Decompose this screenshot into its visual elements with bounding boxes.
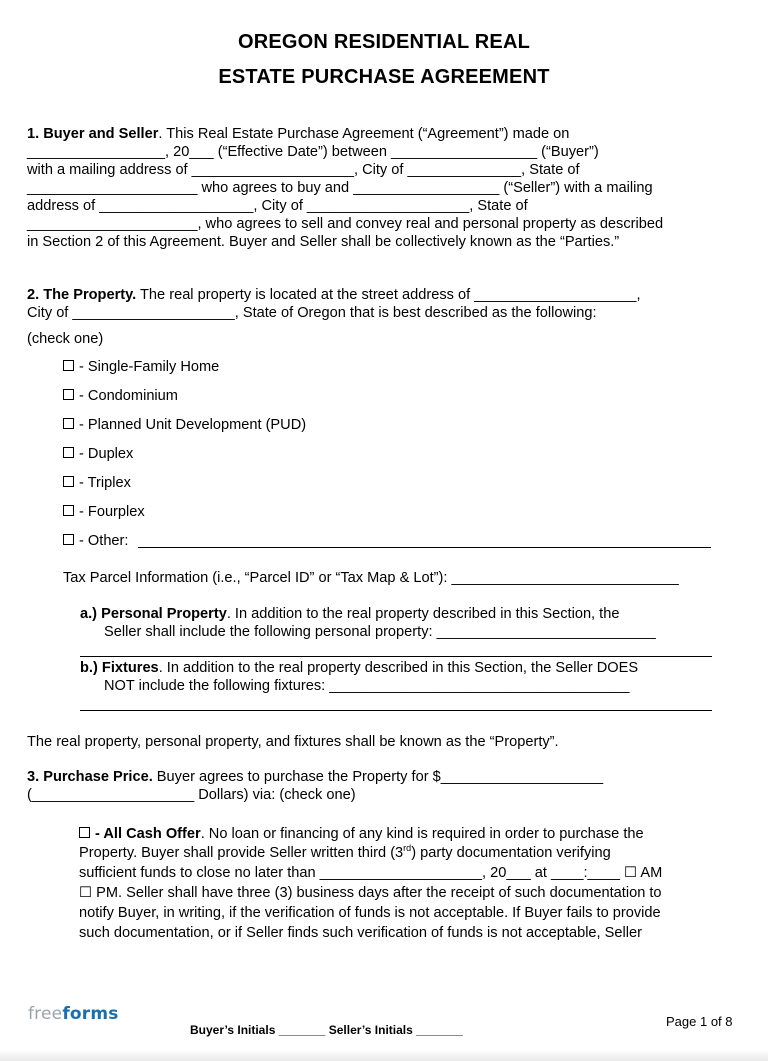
checkbox-all-cash-offer[interactable] — [79, 827, 90, 838]
document-title-line-2: ESTATE PURCHASE AGREEMENT — [218, 66, 550, 88]
section-2-line-2: City of ____________________, State of Oregon that is best described as the following: — [27, 305, 597, 321]
fixtures-heading: Fixtures — [101, 660, 159, 676]
option-single-family-home[interactable]: - Single-Family Home — [63, 358, 219, 376]
all-cash-offer-line-6: such documentation, or if Seller finds such verification of funds is not acceptable, Seller — [79, 925, 642, 941]
checkbox-single-family-home[interactable] — [63, 360, 74, 371]
section-2-line-1: 2. The Property. The real property is located at the street address of ____________________, — [27, 287, 641, 303]
all-cash-offer-line-5: notify Buyer, in writing, if the verification of funds is not acceptable. If Buyer fails to provide — [79, 905, 661, 921]
all-cash-offer-line-2: Property. Buyer shall provide Seller written third (3rd) party documentation verifying — [79, 843, 611, 861]
option-fourplex[interactable]: - Fourplex — [63, 503, 145, 521]
section-3-heading: 3. Purchase Price. — [27, 769, 153, 785]
check-one-label: (check one) — [27, 331, 104, 347]
checkbox-other[interactable] — [63, 534, 74, 545]
checkbox-triplex[interactable] — [63, 476, 74, 487]
section-1-line-2: _________________, 20___ (“Effective Date”) between __________________ (“Buyer”) — [27, 144, 599, 160]
checkbox-condominium[interactable] — [63, 389, 74, 400]
option-pud[interactable]: - Planned Unit Development (PUD) — [63, 416, 306, 434]
section-2-heading: 2. The Property. — [27, 287, 137, 303]
section-1-line-6: _____________________, who agrees to sell and convey real and personal property as described — [27, 216, 664, 232]
freeforms-logo: freeforms — [28, 1004, 119, 1024]
all-cash-offer-line-1: - All Cash Offer. No loan or financing of any kind is required in order to purchase the — [79, 825, 644, 843]
section-1-line-1: 1. Buyer and Seller. This Real Estate Purchase Agreement (“Agreement”) made on — [27, 126, 570, 142]
checkbox-fourplex[interactable] — [63, 505, 74, 516]
section-1-heading: 1. Buyer and Seller — [27, 126, 159, 142]
personal-property-heading: Personal Property — [101, 606, 227, 622]
section-1-line-3: with a mailing address of ____________________, City of ______________, State of — [27, 162, 580, 178]
document-title-line-1: OREGON RESIDENTIAL REAL — [237, 31, 531, 53]
subsection-a-line-1: a.) Personal Property. In addition to the real property described in this Section, the — [80, 606, 620, 622]
other-blank-line[interactable] — [138, 547, 711, 548]
checkbox-duplex[interactable] — [63, 447, 74, 458]
section-3-line-1: 3. Purchase Price. Buyer agrees to purchase the Property for $____________________ — [27, 769, 604, 785]
all-cash-offer-line-3: sufficient funds to close no later than ____________________, 20___ at ____:____ ☐ AM — [79, 865, 663, 881]
subsection-b-line-2: NOT include the following fixtures: _____________________________________ — [104, 678, 630, 694]
tax-parcel-line: Tax Parcel Information (i.e., “Parcel ID” or “Tax Map & Lot”): ____________________________ — [63, 570, 679, 586]
option-triplex[interactable]: - Triplex — [63, 474, 131, 492]
subsection-b-line-1: b.) Fixtures. In addition to the real property described in this Section, the Seller DOES — [80, 660, 639, 676]
section-1-line-4: _____________________ who agrees to buy and __________________ (“Seller”) with a mailing — [27, 180, 653, 196]
option-duplex[interactable]: - Duplex — [63, 445, 133, 463]
property-statement: The real property, personal property, and fixtures shall be known as the “Property”. — [27, 734, 559, 750]
section-1-line-5: address of ___________________, City of ____________________, State of — [27, 198, 528, 214]
subsection-a-line-2: Seller shall include the following personal property: ___________________________ — [104, 624, 656, 640]
option-condominium[interactable]: - Condominium — [63, 387, 178, 405]
option-other[interactable]: - Other: — [63, 532, 128, 550]
all-cash-offer-heading: - All Cash Offer — [95, 826, 201, 842]
page-bottom-shadow — [0, 1050, 768, 1061]
section-3-line-2: (____________________ Dollars) via: (check one) — [27, 787, 356, 803]
fixtures-blank-line[interactable] — [80, 710, 712, 711]
personal-property-blank-line[interactable] — [80, 656, 712, 657]
section-1-line-7: in Section 2 of this Agreement. Buyer and Seller shall be collectively known as the “Parties.” — [27, 234, 620, 250]
checkbox-pud[interactable] — [63, 418, 74, 429]
all-cash-offer-line-4: ☐ PM. Seller shall have three (3) business days after the receipt of such documentation to — [79, 885, 662, 901]
page-number: Page 1 of 8 — [666, 1014, 733, 1029]
initials-line: Buyer’s Initials _______ Seller’s Initials _______ — [190, 1023, 463, 1037]
